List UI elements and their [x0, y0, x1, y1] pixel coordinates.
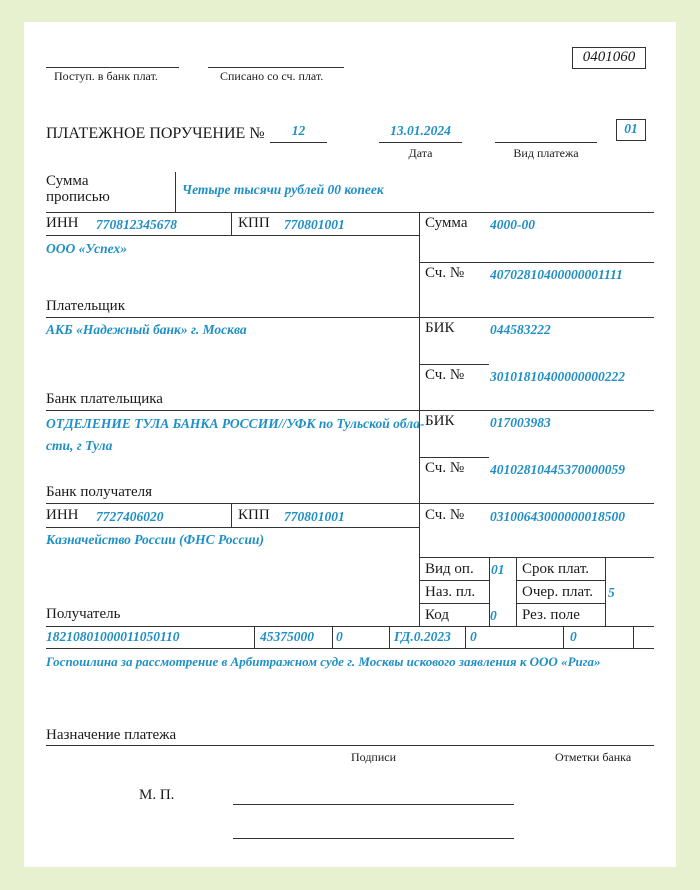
- ocher-label: Очер. плат.: [522, 584, 593, 600]
- purpose-label: Назначение платежа: [46, 727, 177, 743]
- payment-type-label: Вид платежа: [513, 146, 579, 160]
- number-line: [270, 142, 327, 143]
- payer-bank-bik-label: БИК: [425, 320, 455, 336]
- grid-line: [231, 212, 232, 235]
- payee-bank-name-1: ОТДЕЛЕНИЕ ТУЛА БАНКА РОССИИ//УФК по Тульской обла-: [46, 416, 425, 431]
- payee-account-label: Сч. №: [425, 507, 465, 523]
- payee-bank-bik-label: БИК: [425, 413, 455, 429]
- payment-purpose: Госпошлина за рассмотрение в Арбитражном суде г. Москвы искового заявления к ООО «Рига»: [46, 654, 601, 669]
- payee-bank-account: 40102810445370000059: [490, 462, 625, 477]
- grid-line: [46, 527, 419, 528]
- payee-inn: 7727406020: [96, 509, 164, 524]
- grid-line: [46, 503, 654, 504]
- kod-label: Код: [425, 607, 449, 623]
- order-number: 12: [291, 123, 306, 138]
- debited-date-line: [208, 67, 344, 68]
- grid-line: [231, 503, 232, 527]
- srok-label: Срок плат.: [522, 561, 590, 577]
- bank-marks-label: Отметки банка: [555, 750, 632, 764]
- grid-line: [46, 317, 654, 318]
- payer-bank-account: 30101810400000000222: [490, 369, 625, 384]
- form-title: ПЛАТЕЖНОЕ ПОРУЧЕНИЕ №: [46, 125, 265, 142]
- payer-bank-account-label: Сч. №: [425, 367, 465, 383]
- tax-field-kbk: 18210801000011050110: [46, 629, 180, 644]
- grid-line: [465, 626, 466, 648]
- payer-kpp-label: КПП: [238, 215, 270, 231]
- received-date-line: [46, 67, 179, 68]
- payee-label: Получатель: [46, 606, 121, 622]
- signatures-label: Подписи: [351, 750, 397, 764]
- order-date: 13.01.2024: [390, 123, 451, 138]
- payer-name: ООО «Успех»: [46, 241, 127, 256]
- grid-line: [419, 603, 489, 604]
- payee-kpp: 770801001: [284, 509, 345, 524]
- tax-field-oktmo: 45375000: [260, 629, 314, 644]
- amount-words-label-1: Сумма: [46, 173, 89, 189]
- grid-line: [633, 626, 634, 648]
- grid-line: [46, 212, 654, 213]
- grid-line: [46, 410, 654, 411]
- grid-line: [605, 557, 606, 626]
- amount-words-divider: [175, 172, 176, 212]
- grid-line: [516, 580, 605, 581]
- payee-bank-account-label: Сч. №: [425, 460, 465, 476]
- date-line: [379, 142, 462, 143]
- debited-label: Списано со сч. плат.: [220, 69, 324, 83]
- payment-sum: 4000-00: [490, 217, 535, 232]
- payer-account: 40702810400000001111: [490, 267, 623, 282]
- vid-op: 01: [491, 562, 505, 577]
- payer-kpp: 770801001: [284, 217, 345, 232]
- payee-account: 03100643000000018500: [490, 509, 625, 524]
- date-label: Дата: [408, 146, 433, 160]
- ocher: 5: [608, 585, 615, 600]
- payee-bank-label: Банк получателя: [46, 484, 153, 500]
- form-code: 0401060: [582, 49, 636, 65]
- stamp-label: М. П.: [139, 787, 175, 803]
- payee-name: Казначейство России (ФНС России): [46, 532, 265, 547]
- grid-line: [389, 626, 390, 648]
- tax-field-doc-number: 0: [470, 629, 477, 644]
- naz-pl-label: Наз. пл.: [425, 584, 476, 600]
- kod: 0: [490, 608, 497, 623]
- grid-line: [419, 262, 654, 263]
- payer-bank-name: АКБ «Надежный банк» г. Москва: [46, 322, 247, 337]
- payer-bank-bik: 044583222: [490, 322, 551, 337]
- grid-line: [563, 626, 564, 648]
- grid-line: [419, 457, 489, 458]
- payee-bank-bik: 017003983: [490, 415, 551, 430]
- payee-inn-label: ИНН: [46, 507, 79, 523]
- tax-field-doc-date: 0: [570, 629, 577, 644]
- grid-line: [332, 626, 333, 648]
- received-label: Поступ. в банк плат.: [54, 69, 158, 83]
- amount-words-label-2: прописью: [46, 189, 110, 205]
- grid-line: [419, 557, 654, 558]
- payee-bank-name-2: сти, г Тула: [46, 438, 113, 453]
- grid-line: [516, 603, 605, 604]
- vid-op-label: Вид оп.: [425, 561, 474, 577]
- payment-order-form: [24, 22, 676, 867]
- payer-inn-label: ИНН: [46, 215, 79, 231]
- grid-line: [254, 626, 255, 648]
- amount-in-words: Четыре тысячи рублей 00 копеек: [182, 182, 384, 197]
- signature-line-1: [233, 804, 514, 805]
- payment-type-line: [495, 142, 597, 143]
- sum-label: Сумма: [425, 215, 468, 231]
- payer-bank-label: Банк плательщика: [46, 391, 163, 407]
- signature-line-2: [233, 838, 514, 839]
- payer-label: Плательщик: [46, 298, 125, 314]
- payer-status: 01: [624, 121, 638, 136]
- grid-line: [419, 580, 489, 581]
- grid-line: [419, 364, 489, 365]
- grid-line: [46, 745, 654, 746]
- grid-line: [46, 648, 654, 649]
- payer-account-label: Сч. №: [425, 265, 465, 281]
- rez-label: Рез. поле: [522, 607, 580, 623]
- grid-line: [516, 557, 517, 626]
- tax-field-basis: 0: [336, 629, 343, 644]
- payer-inn: 770812345678: [96, 217, 177, 232]
- grid-line: [46, 235, 419, 236]
- tax-field-period: ГД.0.2023: [394, 629, 451, 644]
- payee-kpp-label: КПП: [238, 507, 270, 523]
